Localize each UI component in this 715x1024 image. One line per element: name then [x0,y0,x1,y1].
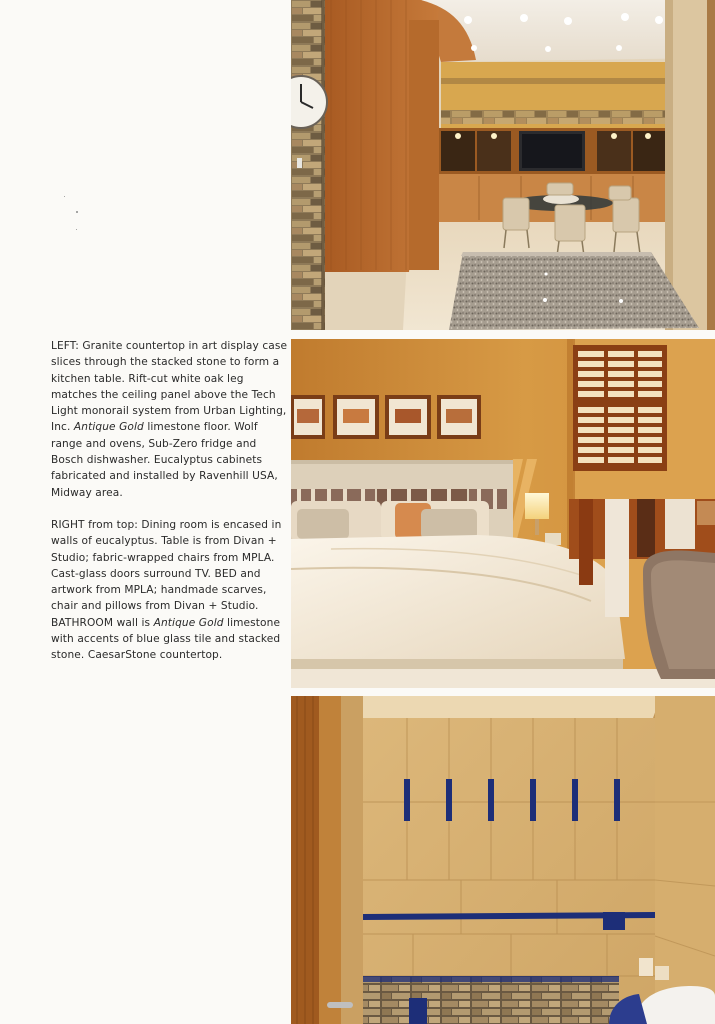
kitchen-dining-photo [291,0,715,330]
print-speck [76,229,77,230]
caption-italic-run: Antique Gold [73,421,144,434]
bedroom-photo [291,339,715,688]
print-speck [64,196,65,197]
caption-text-run: limestone floor. Wolf range and ovens, Sub-Zero fridge and Bosch dishwasher. Eucalyptus cabinets fabricated and installed by Ravenhill USA, Midway area. [51,421,278,499]
caption-block [51,338,289,664]
caption-italic-run: Antique Gold [153,616,224,629]
caption-text-run: LEFT: Granite countertop in art display case slices through the stacked stone to form a kitchen table. Rift-cut white oak leg matches the ceiling panel above the Tech Light monorail system from Urban Lighting, Inc. [51,340,288,434]
caption-left [51,338,289,501]
caption-text-run: RIGHT from top: Dining room is encased in walls of eucalyptus. Table is from Divan + Studio; fabric-wrapped chairs from MPLA. Cast-glass doors surround TV. BED and artwork from MPLA; handmade scarves, chair and pillows from Divan + Studio. BATHROOM wall is [51,518,282,629]
caption-text-run: limestone with accents of blue glass tile and stacked stone. CaesarStone countertop. [51,616,281,662]
bathroom-photo [291,696,715,1024]
caption-right [51,517,289,664]
print-speck [76,211,78,213]
